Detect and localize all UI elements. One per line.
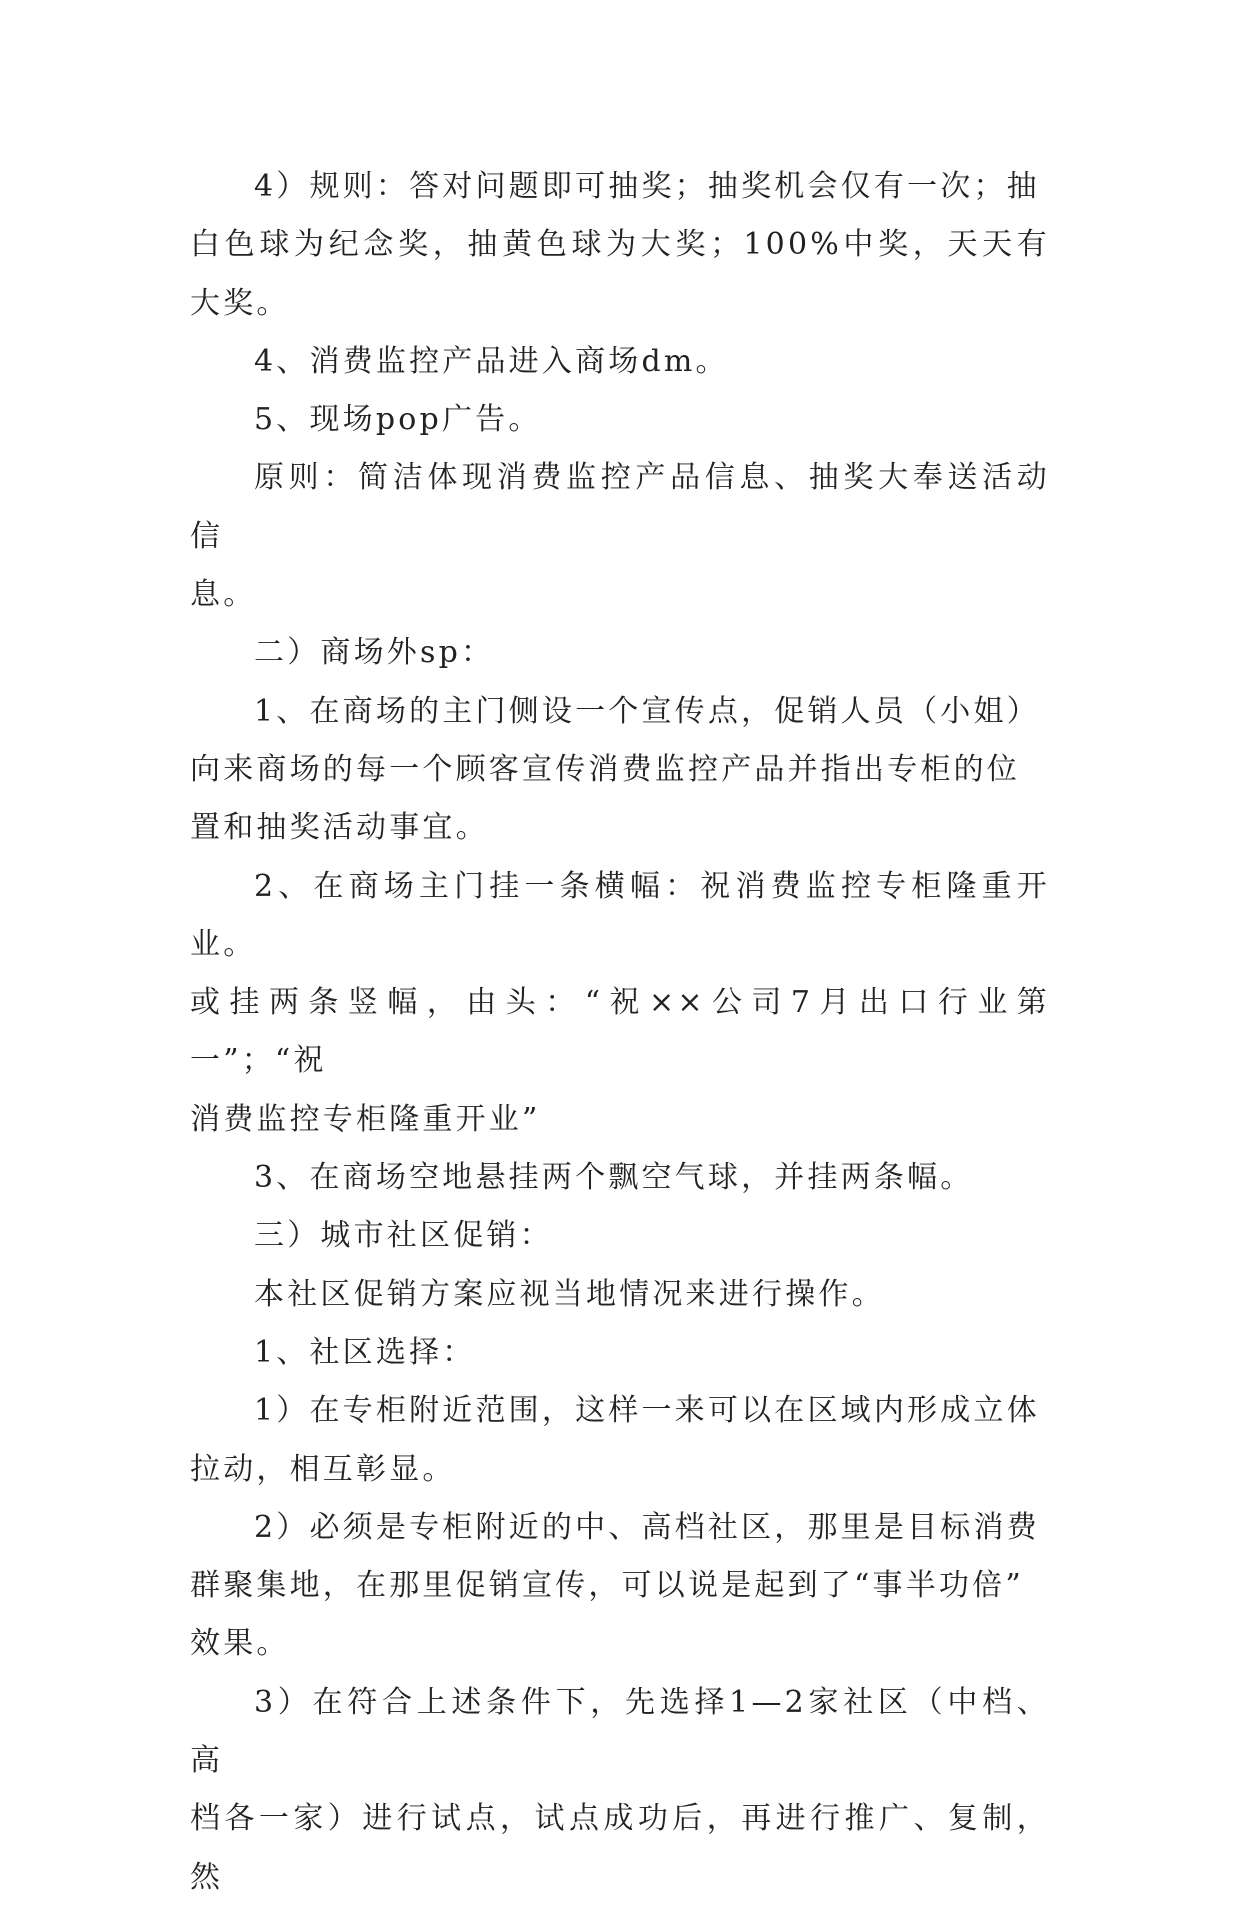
paragraph-item-2 (190, 858, 1050, 1149)
text-line: 5、现场pop广告。 (254, 402, 542, 438)
text-line: 置和抽奖活动事宜。 (190, 810, 489, 846)
text-line: 4）规则：答对问题即可抽奖；抽奖机会仅有一次；抽 (254, 169, 1040, 204)
paragraph-item-1 (190, 683, 1050, 858)
paragraph-cond-1 (190, 1382, 1050, 1499)
text-line: 效果。 (190, 1626, 290, 1662)
text-line: 1、社区选择： (254, 1334, 476, 1370)
text-line: 息。 (190, 577, 257, 613)
text-line: 或挂两条竖幅，由头：“祝××公司7月出口行业第一”；“祝 (190, 985, 1050, 1079)
text-line: 2、在商场主门挂一条横幅：祝消费监控专柜隆重开业。 (190, 868, 1050, 962)
text-line: 1、在商场的主门侧设一个宣传点，促销人员（小姐） (254, 693, 1040, 729)
text-line: 向来商场的每一个顾客宣传消费监控产品并指出专柜的位 (190, 751, 1020, 787)
paragraph-pop (190, 391, 1050, 449)
section-heading-community (190, 1207, 1050, 1265)
text-line: 4、消费监控产品进入商场dm。 (254, 343, 729, 379)
paragraph-item-3 (190, 1149, 1050, 1207)
text-line: 2）必须是专柜附近的中、高档社区，那里是目标消费 (254, 1509, 1040, 1545)
paragraph-community-select (190, 1324, 1050, 1382)
text-line: 档各一家）进行试点，试点成功后，再进行推广、复制，然 (190, 1801, 1050, 1895)
text-line: 二）商场外sp： (254, 635, 495, 671)
text-line: 3）在符合上述条件下，先选择1—2家社区（中档、高 (190, 1684, 1050, 1779)
paragraph-intro (190, 1266, 1050, 1324)
paragraph-rule-4 (190, 158, 1050, 333)
text-line: 白色球为纪念奖，抽黄色球为大奖；100%中奖，天天有大奖。 (190, 227, 1050, 321)
paragraph-dm (190, 333, 1050, 391)
text-line: 1）在专柜附近范围，这样一来可以在区域内形成立体 (254, 1393, 1040, 1429)
text-line: 3、在商场空地悬挂两个飘空气球，并挂两条幅。 (254, 1160, 974, 1196)
paragraph-principle (190, 449, 1050, 624)
text-line: 三）城市社区促销： (254, 1218, 553, 1254)
text-line: 本社区促销方案应视当地情况来进行操作。 (254, 1276, 885, 1312)
paragraph-cond-3 (190, 1674, 1050, 1907)
text-line: 拉动，相互彰显。 (190, 1451, 456, 1487)
section-heading-outside (190, 624, 1050, 682)
text-line: 原则：简洁体现消费监控产品信息、抽奖大奉送活动信 (190, 460, 1050, 554)
text-line: 消费监控专柜隆重开业” (190, 1101, 541, 1137)
paragraph-cond-2 (190, 1499, 1050, 1674)
text-line: 群聚集地，在那里促销宣传，可以说是起到了“事半功倍” (190, 1568, 1024, 1604)
document-body (190, 158, 1050, 1907)
